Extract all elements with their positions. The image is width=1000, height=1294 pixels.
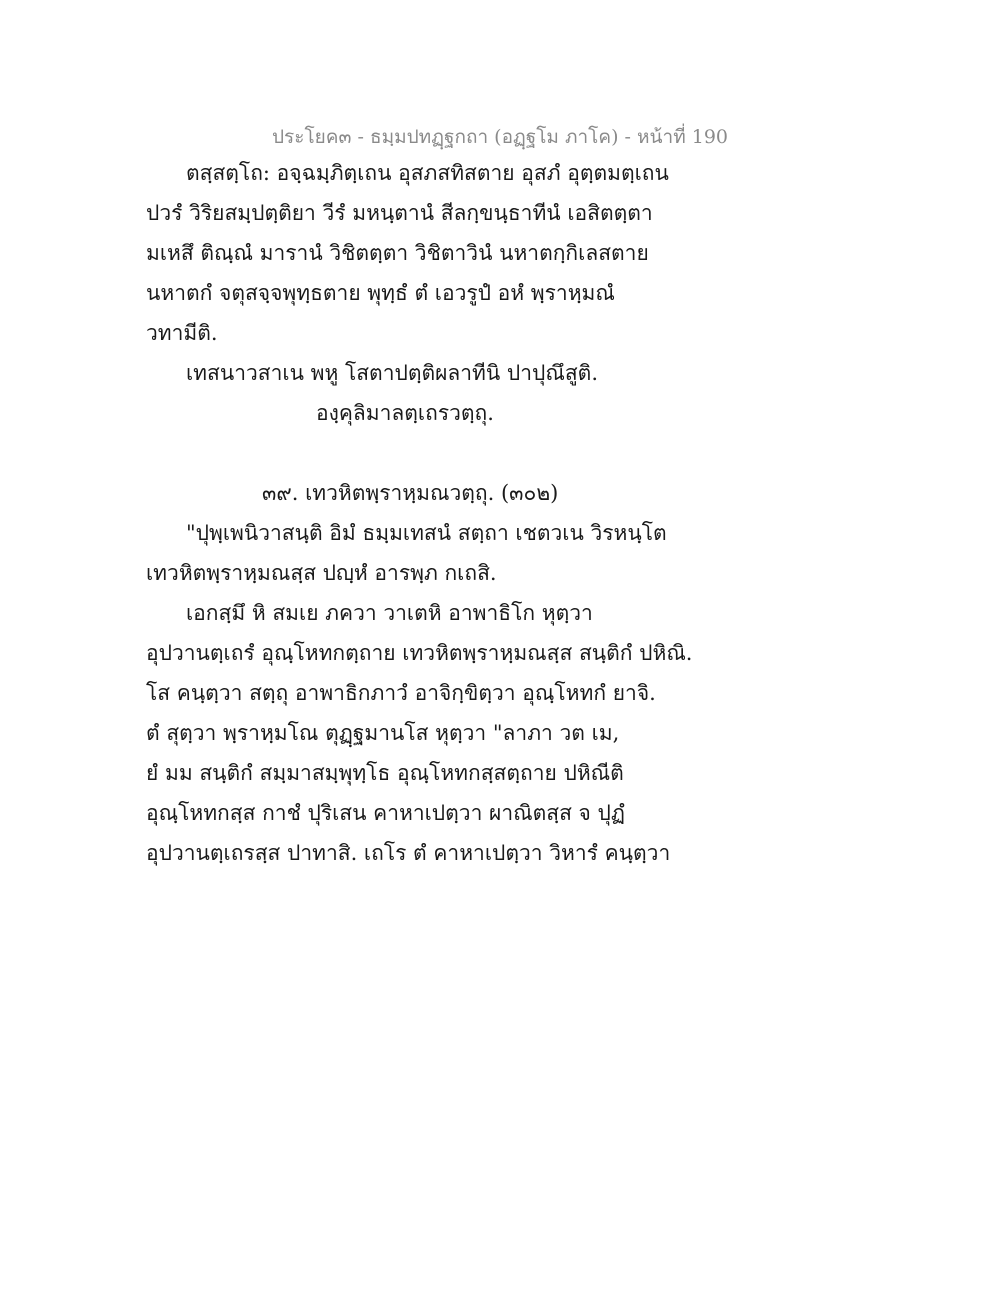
text-line: ตสฺสตฺโถ: อจฺฉมฺภิตฺเถน อุสภสทิสตาย อุสภํ อุตฺตมตฺเถน <box>186 161 669 185</box>
text-line: ตํ สุตฺวา พฺราหฺมโณ ตุฏฺฐมานโส หุตฺวา "ลาภา วต เม, <box>146 721 620 745</box>
text-line: เทวหิตพฺราหฺมณสฺส ปญฺหํ อารพฺภ กเถสิ. <box>146 561 497 585</box>
page-header: ประโยค๓ - ธมฺมปทฏฺฐกถา (อฏฺฐโม ภาโค) - หน้าที่ 190 <box>271 126 729 148</box>
text-line: โส คนฺตฺวา สตฺถุ อาพาธิกภาวํ อาจิกฺขิตฺวา อุณฺโหทกํ ยาจิ. <box>146 681 656 705</box>
text-line: อุณฺโหทกสฺส กาชํ ปุริเสน คาหาเปตฺวา ผาณิตสฺส จ ปุฏํ <box>146 801 625 825</box>
text-line: ปวรํ วิริยสมฺปตฺติยา วีรํ มหนฺตานํ สีลกฺขนฺธาทีนํ เอสิตตฺตา <box>146 201 653 225</box>
story-end-title: องฺคุลิมาลตฺเถรวตฺถุ. <box>316 401 494 425</box>
text-line: อุปวานตฺเถรสฺส ปาทาสิ. เถโร ตํ คาหาเปตฺวา วิหารํ คนฺตฺวา <box>146 841 671 865</box>
text-line: อุปวานตฺเถรํ อุณฺโหทกตฺถาย เทวหิตพฺราหฺมณสฺส สนฺติกํ ปหิณิ. <box>146 641 693 665</box>
text-line: ยํ มม สนฺติกํ สมฺมาสมฺพุทฺโธ อุณฺโหทกสฺสตฺถาย ปหิณีติ <box>146 761 624 785</box>
text-line: เทสนาวสาเน พหู โสตาปตฺติผลาทีนิ ปาปุณึสูติ. <box>186 361 598 385</box>
section-title: ๓๙. เทวหิตพฺราหฺมณวตฺถุ. (๓๐๒) <box>262 481 559 505</box>
text-line: มเหสึ ติณฺณํ มารานํ วิชิตตฺตา วิชิตาวินํ นหาตกฺกิเลสตาย <box>146 241 649 265</box>
text-line: เอกสฺมึ หิ สมเย ภควา วาเตหิ อาพาธิโก หุตฺวา <box>186 601 593 625</box>
text-line: วทามีติ. <box>146 321 218 345</box>
text-line: นหาตกํ จตุสจฺจพุทฺธตาย พุทฺธํ ตํ เอวรูปํ อหํ พฺราหฺมณํ <box>146 281 615 305</box>
text-line: "ปุพฺเพนิวาสนฺติ อิมํ ธมฺมเทสนํ สตฺถา เชตวเน วิรหนฺโต <box>186 521 667 545</box>
